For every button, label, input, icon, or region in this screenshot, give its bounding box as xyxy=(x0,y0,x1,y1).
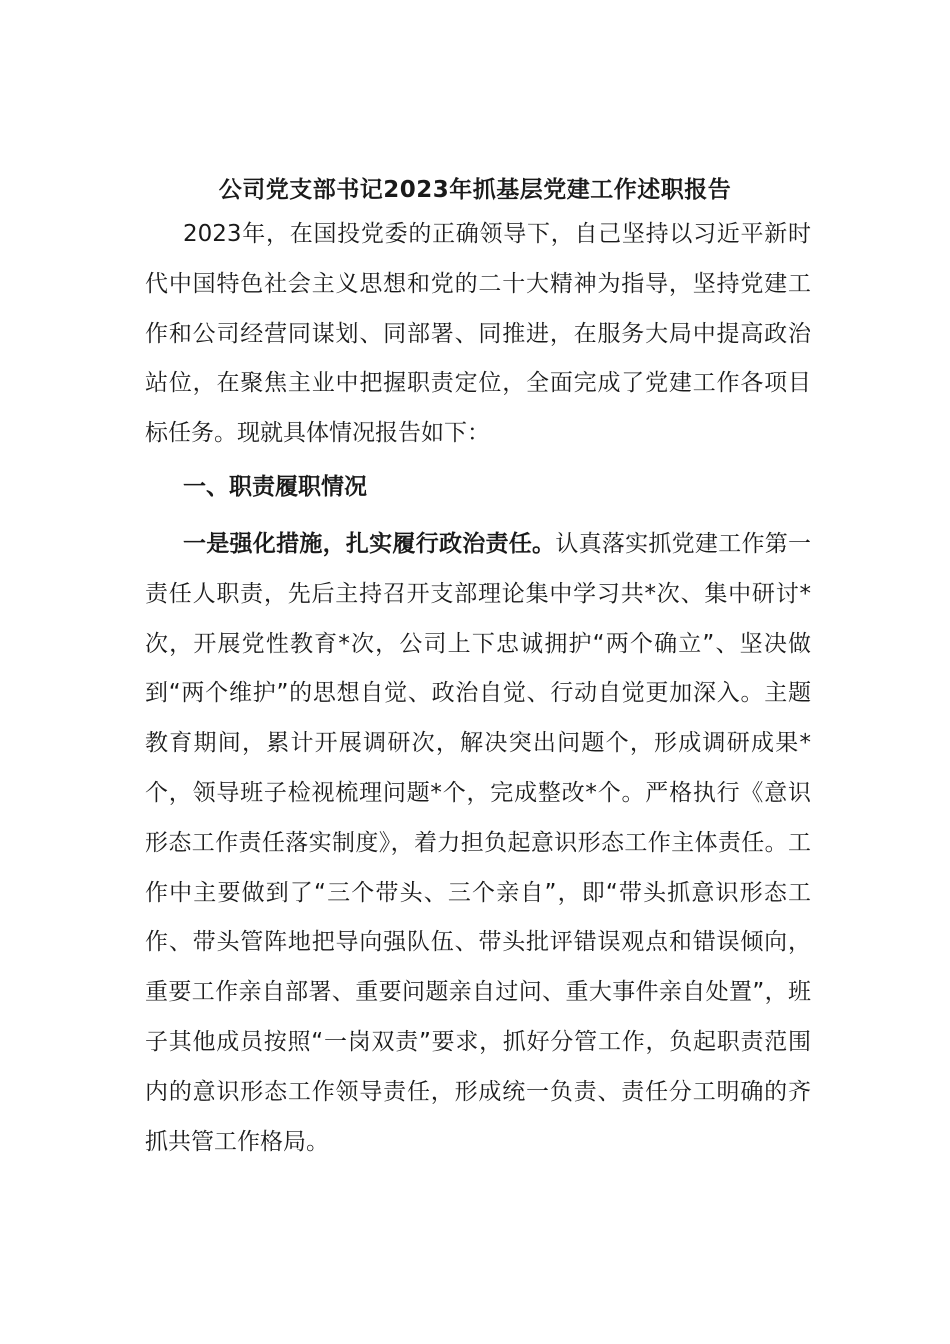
paragraph-lead: 一是强化措施，扎实履行政治责任。 xyxy=(183,531,556,557)
section-paragraph xyxy=(145,520,811,1167)
document-title: 公司党支部书记2023年抓基层党建工作述职报告 xyxy=(218,177,732,204)
section-heading: 一、职责履职情况 xyxy=(183,474,367,500)
paragraph-body: 认真落实抓党建工作第一责任人职责，先后主持召开支部理论集中学习共*次、集中研讨*次，开展党性教育*次，公司上下忠诚拥护“两个确立”、坚决做到“两个维护”的思想自觉、政治自觉、行动自觉更加深入。主题教育期间，累计开展调研次，解决突出问题个，形成调研成果*个，领导班子检视梳理问题*个，完成整改*个。严格执行《意识形态工作责任落实制度》，着力担负起意识形态工作主体责任。工作中主要做到了“三个带头、三个亲自”，即“带头抓意识形态工作、带头管阵地把导向强队伍、带头批评错误观点和错误倾向，重要工作亲自部署、重要问题亲自过问、重大事件亲自处置”，班子其他成员按照“一岗双责”要求，抓好分管工作，负起职责范围内的意识形态工作领导责任，形成统一负责、责任分工明确的齐抓共管工作格局。 xyxy=(145,531,812,1155)
intro-paragraph: 2023年，在国投党委的正确领导下，自己坚持以习近平新时代中国特色社会主义思想和党的二十大精神为指导，坚持党建工作和公司经营同谋划、同部署、同推进，在服务大局中提高政治站位，在聚焦主业中把握职责定位，全面完成了党建工作各项目标任务。现就具体情况报告如下： xyxy=(145,221,811,447)
